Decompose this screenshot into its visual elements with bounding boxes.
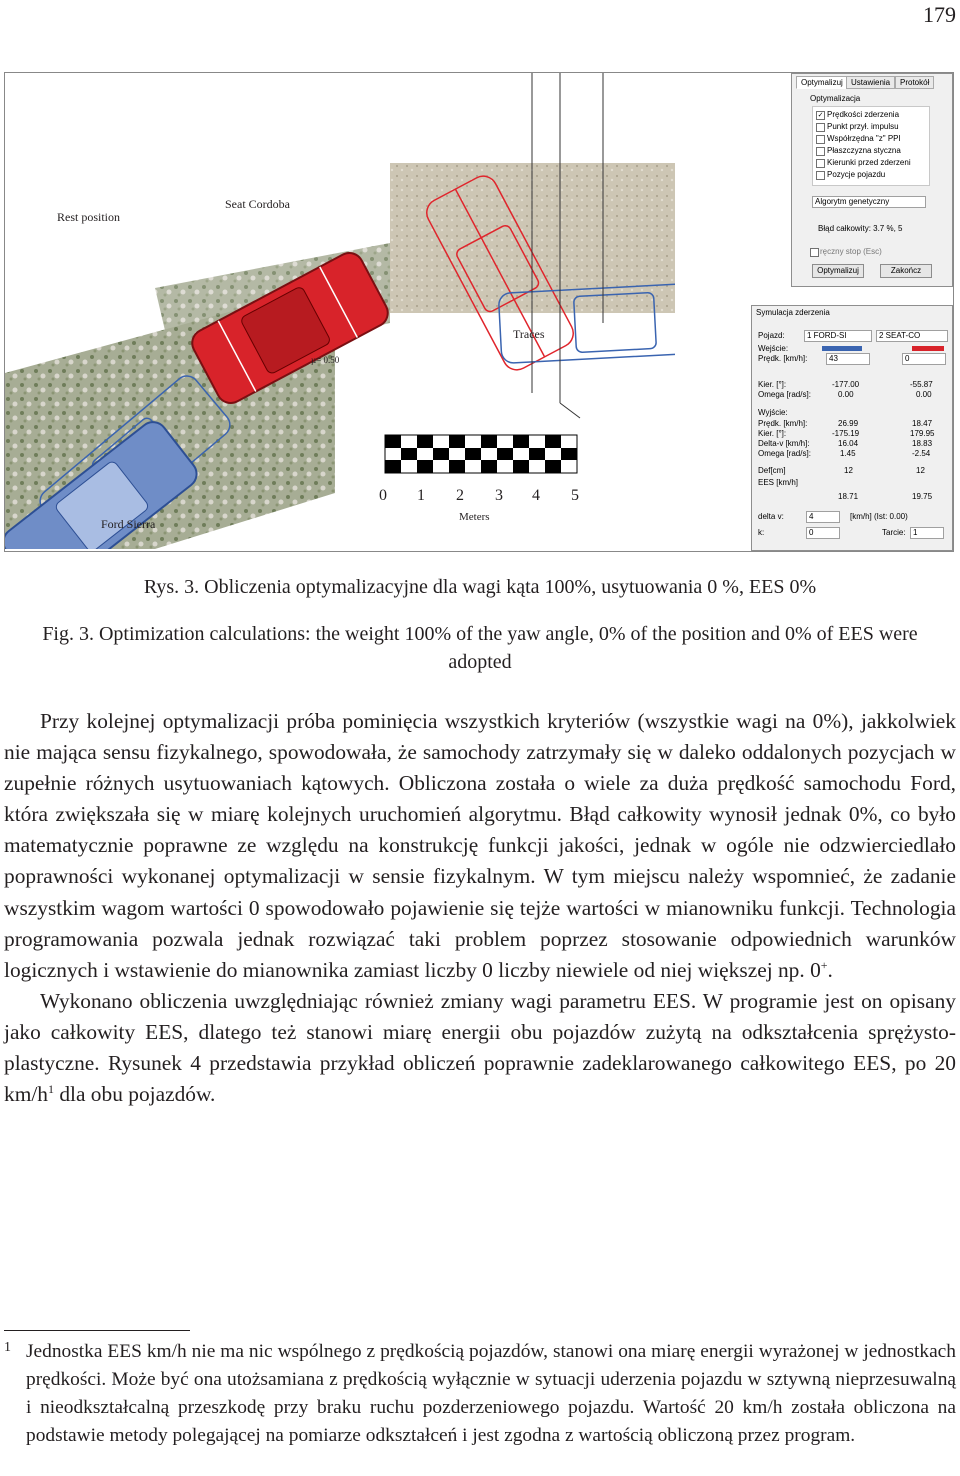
- figure-caption-en: Fig. 3. Optimization calculations: the weight 100% of the yaw angle, 0% of the position and 0% of EES were adopted: [42, 623, 918, 673]
- out-speed-label: Prędk. [km/h]:: [758, 419, 808, 428]
- def1-value: 12: [844, 466, 853, 475]
- out-heading1-value: -175.19: [832, 429, 860, 438]
- label-seat-cordoba: Seat Cordoba: [225, 197, 290, 211]
- option-checkbox[interactable]: [816, 147, 825, 156]
- paragraph-1: [4, 706, 956, 986]
- vehicle1-color: [822, 346, 862, 351]
- footnote-rule: [4, 1330, 190, 1331]
- scale-tick: 1: [417, 487, 425, 504]
- option-checkbox[interactable]: ✓: [817, 112, 824, 119]
- scale-tick: 4: [532, 487, 540, 504]
- footnote-ref[interactable]: 1: [47, 1082, 54, 1096]
- label-traces: Traces: [513, 327, 545, 341]
- heading2-value: -55.87: [910, 380, 933, 389]
- manual-stop-checkbox[interactable]: [810, 248, 819, 257]
- out-omega2-value: -2.54: [912, 449, 931, 458]
- scale-tick: 3: [495, 487, 503, 504]
- heading-label: Kier. [°]:: [758, 380, 787, 389]
- option-label: Współrzędna "z" PPI: [827, 134, 901, 143]
- sim-title: Symulacja zderzenia: [756, 308, 830, 317]
- manual-stop-label: ręczny stop (Esc): [820, 247, 882, 256]
- ees-label: EES [km/h]: [758, 478, 799, 487]
- group-title: Optymalizacja: [810, 94, 861, 103]
- error-readout: Błąd całkowity: 3.7 %, 5: [818, 224, 903, 233]
- paragraph-1-text: Przy kolejnej optymalizacji próba pominięcia wszystkich kryteriów (wszystkie wagi na 0%), jakkolwiek nie mająca sensu fizykalnego, spowodowała, że samochody zatrzymały się w daleko oddalonych pozycjach w zupełnie różnych usytuowaniach kątowych. Obliczona została o wiele za duża prędkość samochodu Ford, która zwiększała się w miarę kolejnych uruchomień algorytmu. Błąd całkowity wynosił jednak 0%, co było matematycznie poprawne ze względu na konstrukcję funkcji jakości, jednak w ogóle nie odzwierciedlało poprawności wykonanej optymalizacji w sensie fizykalnym. W tym miejscu należy wspomnieć, że zadanie wszystkim wagom wartości 0 spowodowało pojawienie się tejże wartości w mianowniku funkcji. Technologia programowania pozwala jednak rozwiązać taki problem poprzez stosowanie odpowiednich warunków logicznych i wstawienie do mianownika zamiast liczby 0 liczby niewiele od niej większej np. 0: [4, 709, 956, 982]
- option-label: Kierunki przed zderzeni: [827, 158, 911, 167]
- algorithm-select[interactable]: Algorytm genetyczny: [812, 196, 926, 208]
- k-radio[interactable]: k:: [758, 528, 765, 537]
- page-number: 179: [923, 2, 956, 27]
- optimization-window: [791, 73, 953, 287]
- body-text: [4, 706, 956, 1110]
- scale-tick: 0: [379, 487, 387, 504]
- input-label: Wejście:: [758, 344, 789, 353]
- scale-bar: [385, 435, 577, 473]
- figure-caption-pl: Rys. 3. Obliczenia optymalizacyjne dla wagi kąta 100%, usytuowania 0 %, EES 0%: [143, 576, 817, 598]
- speed-label: Prędk. [km/h]:: [758, 354, 808, 363]
- delta-label: Delta-v [km/h]:: [758, 439, 810, 448]
- option-checkbox[interactable]: [816, 135, 825, 144]
- option-label: Płaszczyzna styczna: [827, 146, 901, 155]
- ees1-value: 18.71: [838, 492, 859, 501]
- paragraph-2: [4, 986, 956, 1110]
- tab-ustawienia[interactable]: Ustawienia: [846, 76, 895, 89]
- deltav-input[interactable]: 4: [806, 511, 840, 523]
- footnote-mark: 1: [4, 1340, 11, 1355]
- option-label: Pozycje pojazdu: [827, 170, 886, 179]
- option-checkbox[interactable]: [816, 171, 825, 180]
- out-omega1-value: 1.45: [840, 449, 856, 458]
- option-checkbox[interactable]: [816, 159, 825, 168]
- options-list[interactable]: [812, 106, 930, 186]
- omega-label: Omega [rad/s]:: [758, 390, 811, 399]
- tab-optymalizuj[interactable]: Optymalizuj: [796, 76, 848, 89]
- omega2-value: 0.00: [916, 390, 932, 399]
- omega1-value: 0.00: [838, 390, 854, 399]
- tarcie-input[interactable]: 1: [910, 527, 944, 539]
- footnote-text: Jednostka EES km/h nie ma nic wspólnego z prędkością pojazdów, stanowi ona miarę energii wyrażonej w jednostkach prędkości. Może być ona utożsamiana z prędkością wyłącznie w sytuacji uderzenia pojazdu w sztywną nieprzesuwalną i nieodkształcalną przeszkodę przy braku ruchu pozderzeniowego pojazdu. Wartość 20 km/h została obliczona na podstawie metody polegającej na pomiarze odkształceń i jest zgodna z wartością obliczoną przez program.: [26, 1341, 956, 1446]
- paragraph-2-text: Wykonano obliczenia uwzględniając również zmiany wagi parametru EES. W programie jest on opisany jako całkowity EES, dlatego też stanowi miarę energii obu pojazdów zużytą na odkształcenia sprężysto-plastyczne. Rysunek 4 przedstawia przykład obliczeń poprawnie zadeklarowanego całkowitego EES, po 20 km/h: [4, 988, 956, 1107]
- vehicle2-color: [912, 346, 944, 351]
- delta1-value: 16.04: [838, 439, 859, 448]
- k-input[interactable]: 0: [806, 527, 840, 539]
- out-omega-label: Omega [rad/s]:: [758, 449, 811, 458]
- vehicle1-select[interactable]: 1 FORD-SI: [804, 330, 872, 342]
- option-label: Prędkości zderzenia: [827, 110, 900, 119]
- option-checkbox[interactable]: [816, 123, 825, 132]
- scale-tick: 5: [571, 487, 579, 504]
- kmh-label: [km/h] (Ist: 0.00): [850, 512, 908, 521]
- label-ford-sierra: Ford Sierra: [101, 517, 156, 531]
- paragraph-1-end: .: [827, 957, 833, 982]
- tarcie-label: Tarcie:: [882, 528, 906, 537]
- footnote: [4, 1338, 956, 1450]
- heading1-value: -177.00: [832, 380, 860, 389]
- label-friction: µ= 0.50: [311, 355, 340, 365]
- label-rest-position: Rest position: [57, 210, 121, 224]
- out-speed2-value: 18.47: [912, 419, 933, 428]
- vehicle2-select[interactable]: 2 SEAT-CO: [876, 330, 948, 342]
- vehicle-label: Pojazd:: [758, 331, 785, 340]
- optimize-button[interactable]: Optymalizuj: [812, 264, 864, 278]
- speed1-input[interactable]: 43: [826, 353, 870, 365]
- figure-3: [4, 72, 954, 552]
- delta2-value: 18.83: [912, 439, 933, 448]
- out-speed1-value: 26.99: [838, 419, 859, 428]
- out-heading2-value: 179.95: [910, 429, 935, 438]
- def-label: Def[cm]: [758, 466, 786, 475]
- speed2-input[interactable]: 0: [902, 353, 946, 365]
- superscript: +: [820, 957, 828, 972]
- tab-protokol[interactable]: Protokół: [895, 76, 934, 89]
- simulation-window: [751, 305, 953, 551]
- def2-value: 12: [916, 466, 925, 475]
- finish-button[interactable]: Zakończ: [880, 264, 932, 278]
- option-label: Punkt przył. impulsu: [827, 122, 899, 131]
- out-heading-label: Kier. [°]:: [758, 429, 787, 438]
- deltav-radio[interactable]: delta v:: [758, 512, 784, 521]
- paragraph-2-end: dla obu pojazdów.: [53, 1082, 216, 1107]
- crash-reconstruction-image: [5, 73, 675, 549]
- label-meters: Meters: [459, 511, 490, 523]
- ees2-value: 19.75: [912, 492, 933, 501]
- scale-tick: 2: [456, 487, 464, 504]
- output-label: Wyjście:: [758, 408, 788, 417]
